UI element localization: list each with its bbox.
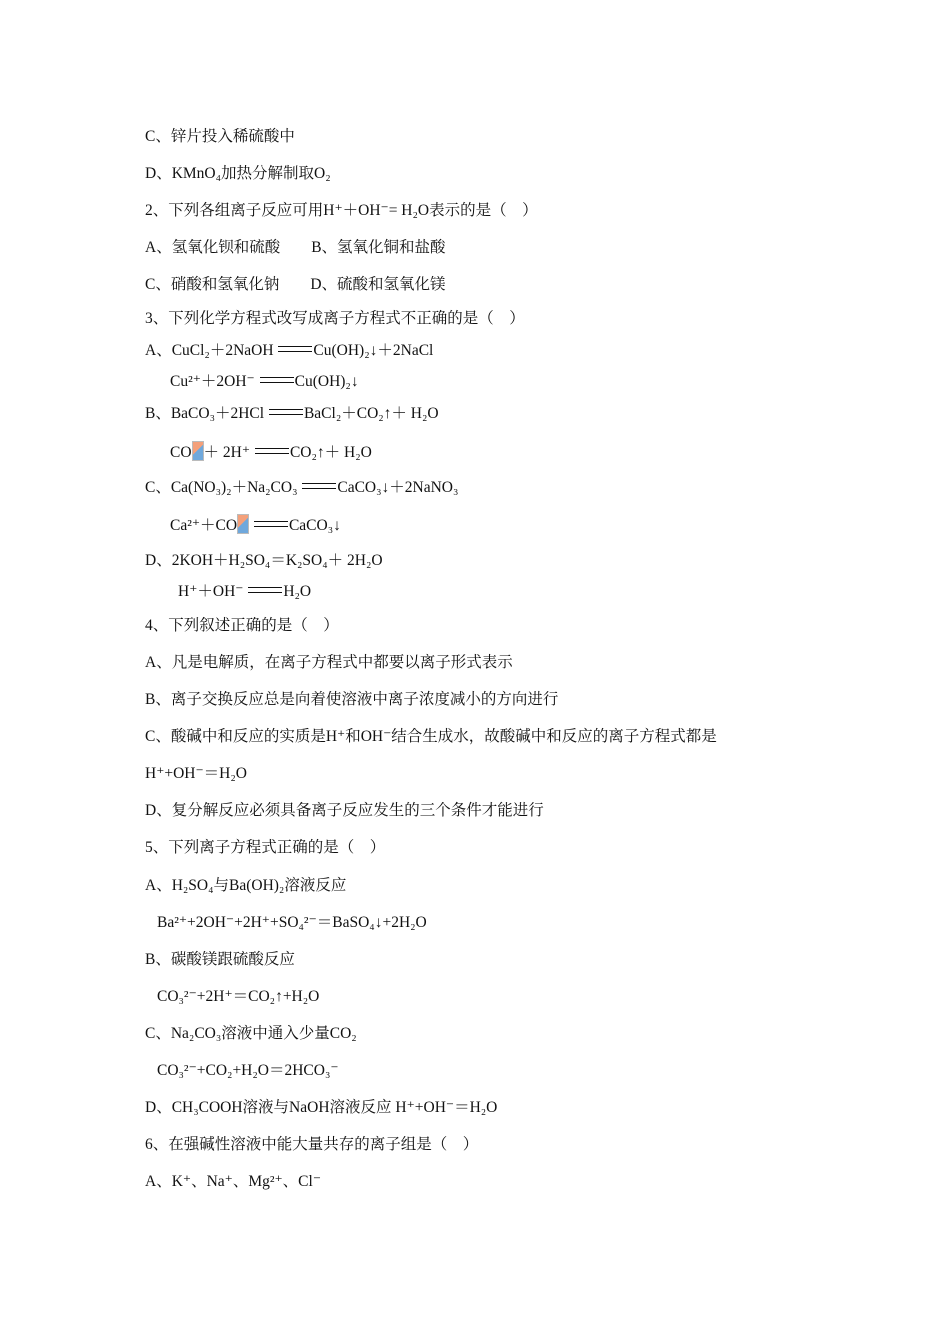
text-line: C、锌片投入稀硫酸中	[145, 128, 295, 145]
text-line: H⁺＋OH⁻ H₂O	[178, 583, 312, 600]
text-line: B、BaCO₃＋2HCl BaCl₂＋CO₂↑＋ H₂O	[145, 405, 439, 422]
equals-sign	[302, 483, 336, 489]
text-line: 5、下列离子方程式正确的是（ ）	[145, 839, 386, 856]
text-line: 2、下列各组离子反应可用H⁺＋OH⁻= H₂O表示的是（ ）	[145, 202, 538, 219]
text-line: A、K⁺、Na⁺、Mg²⁺、Cl⁻	[145, 1173, 322, 1190]
text-line: 6、在强碱性溶液中能大量共存的离子组是（ ）	[145, 1136, 479, 1153]
equals-sign	[260, 377, 294, 383]
text-line: C、酸碱中和反应的实质是H⁺和OH⁻结合生成水，故酸碱中和反应的离子方程式都是	[145, 728, 717, 745]
broken-image-icon	[192, 441, 204, 461]
text-line: D、复分解反应必须具备离子反应发生的三个条件才能进行	[145, 802, 544, 819]
text-line: B、离子交换反应总是向着使溶液中离子浓度减小的方向进行	[145, 691, 559, 708]
text-line: 3、下列化学方程式改写成离子方程式不正确的是（ ）	[145, 310, 525, 327]
text-line: A、凡是电解质，在离子方程式中都要以离子形式表示	[145, 654, 513, 671]
equals-sign	[255, 448, 289, 454]
text-line: 4、下列叙述正确的是（ ）	[145, 617, 339, 634]
text-line: Cu²⁺＋2OH⁻ Cu(OH)₂↓	[170, 373, 359, 390]
text-line: C、Ca(NO₃)₂＋Na₂CO₃ CaCO₃↓＋2NaNO₃	[145, 479, 459, 496]
equals-sign	[269, 409, 303, 415]
equals-sign	[248, 587, 282, 593]
text-line: A、H₂SO₄与Ba(OH)₂溶液反应	[145, 877, 347, 894]
text-line: Ba²⁺+2OH⁻+2H⁺+SO₄²⁻＝BaSO₄↓+2H₂O	[157, 914, 427, 931]
text-line: D、2KOH＋H₂SO₄＝K₂SO₄＋ 2H₂O	[145, 552, 383, 569]
text-line: Ca²⁺＋CO CaCO₃↓	[170, 514, 341, 536]
text-line: CO₃²⁻+CO₂+H₂O＝2HCO₃⁻	[157, 1062, 339, 1079]
text-line: B、碳酸镁跟硫酸反应	[145, 951, 295, 968]
broken-image-icon	[237, 514, 249, 534]
text-line: A、CuCl₂＋2NaOH Cu(OH)₂↓＋2NaCl	[145, 342, 434, 359]
equals-sign	[254, 521, 288, 527]
text-line: C、硝酸和氢氧化钠 D、硫酸和氢氧化镁	[145, 276, 446, 293]
text-line: D、CH₃COOH溶液与NaOH溶液反应 H⁺+OH⁻＝H₂O	[145, 1099, 498, 1116]
text-line: C、Na₂CO₃溶液中通入少量CO₂	[145, 1025, 357, 1042]
text-line: CO₃²⁻+2H⁺＝CO₂↑+H₂O	[157, 988, 320, 1005]
text-line: D、KMnO₄加热分解制取O₂	[145, 165, 331, 182]
text-line: H⁺+OH⁻＝H₂O	[145, 765, 247, 782]
equals-sign	[278, 346, 312, 352]
text-line: CO ＋ 2H⁺ CO₂↑＋ H₂O	[170, 441, 372, 463]
text-line: A、氢氧化钡和硫酸 B、氢氧化铜和盐酸	[145, 239, 446, 256]
